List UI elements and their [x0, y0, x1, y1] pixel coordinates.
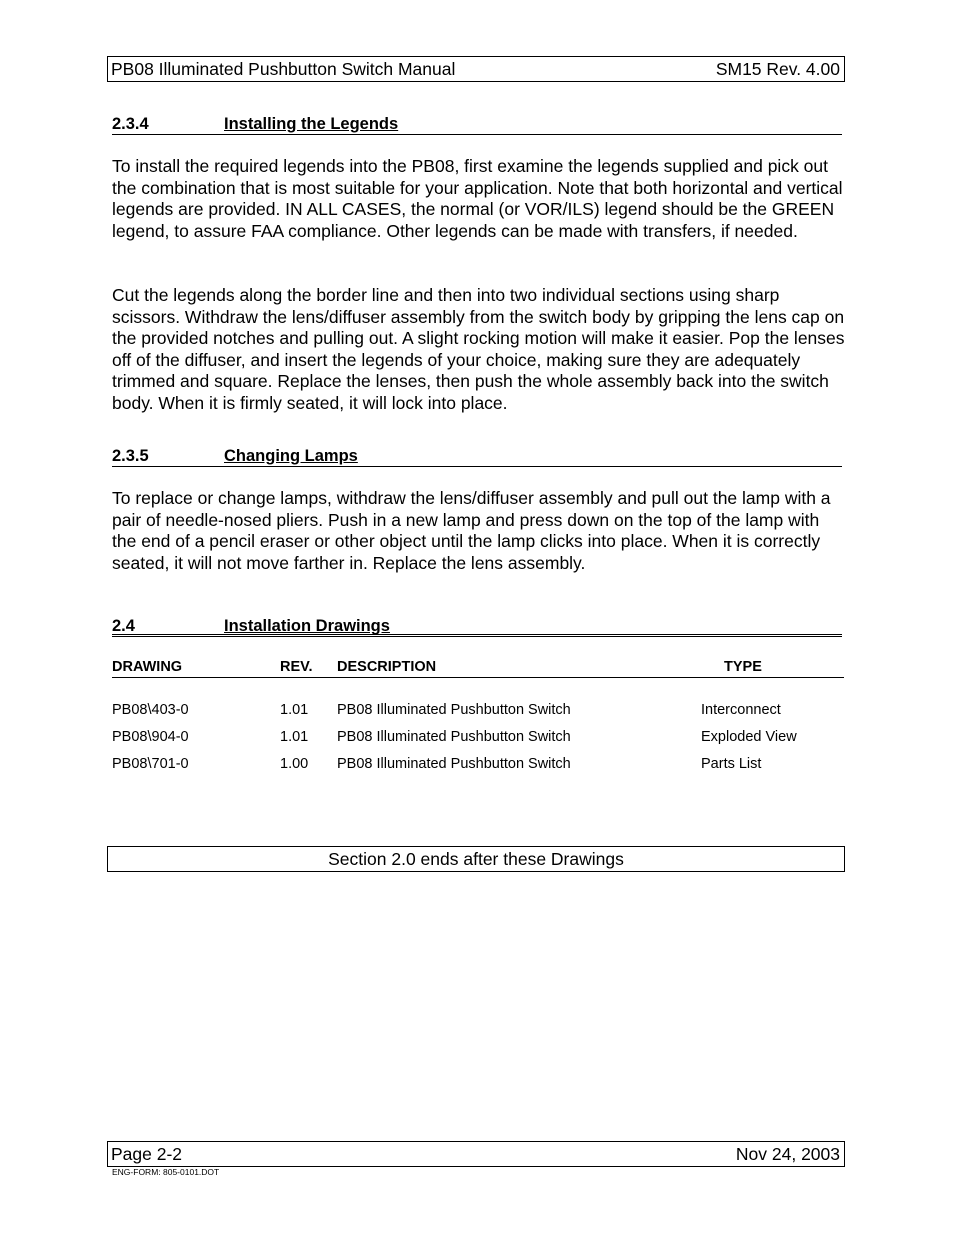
- section-heading-2-3-4: [112, 115, 842, 135]
- cell-description: PB08 Illuminated Pushbutton Switch: [337, 702, 571, 718]
- cell-drawing: PB08\403-0: [112, 702, 189, 718]
- cell-drawing: PB08\701-0: [112, 756, 189, 772]
- cell-type: Parts List: [701, 756, 762, 772]
- manual-title: PB08 Illuminated Pushbutton Switch Manual: [111, 59, 456, 79]
- document-date: Nov 24, 2003: [735, 1144, 840, 1164]
- column-header-drawing: DRAWING: [112, 659, 183, 675]
- paragraph-changing-lamps: To replace or change lamps, withdraw the lens/diffuser assembly and pull out the lamp with a pair of needle-nosed pliers. Push in a new lamp and press down on the top of the lamp with the end of a pencil eraser or other object until the lamp clicks into place. When it is correctly seated, it will not move farther in. Replace the lens assembly.: [112, 488, 831, 573]
- section-end-note: Section 2.0 ends after these Drawings: [107, 846, 845, 872]
- cell-drawing: PB08\904-0: [112, 729, 189, 745]
- column-header-type: TYPE: [724, 659, 762, 675]
- cell-rev: 1.01: [280, 702, 309, 718]
- section-number: 2.3.5: [112, 447, 149, 465]
- page-footer: [107, 1141, 845, 1167]
- cell-type: Interconnect: [701, 702, 781, 718]
- form-identifier: ENG-FORM: 805-0101.DOT: [112, 1167, 220, 1177]
- cell-rev: 1.01: [280, 729, 309, 745]
- column-header-rev: REV.: [280, 659, 313, 675]
- section-number: 2.4: [112, 617, 135, 635]
- paragraph-legends-intro: To install the required legends into the PB08, first examine the legends supplied and pick out the combination that is most suitable for your application. Note that both horizontal and vertical legends are provided. IN ALL CASES, the normal (or VOR/ILS) legend should be the GREEN legend, to assure FAA compliance. Other legends can be made with transfers, if needed.: [112, 156, 843, 241]
- table-header-rule: [112, 677, 844, 678]
- document-revision: SM15 Rev. 4.00: [715, 59, 840, 79]
- cell-description: PB08 Illuminated Pushbutton Switch: [337, 756, 571, 772]
- column-header-description: DESCRIPTION: [337, 659, 437, 675]
- page-number: Page 2-2: [111, 1144, 183, 1164]
- cell-type: Exploded View: [701, 729, 797, 745]
- cell-description: PB08 Illuminated Pushbutton Switch: [337, 729, 571, 745]
- section-number: 2.3.4: [112, 115, 149, 133]
- section-title: Changing Lamps: [224, 447, 358, 465]
- section-heading-2-4: [112, 617, 842, 637]
- section-heading-2-3-5: [112, 447, 842, 467]
- section-title: Installing the Legends: [224, 115, 399, 133]
- page-header: [107, 56, 845, 82]
- section-title: Installation Drawings: [224, 617, 390, 635]
- cell-rev: 1.00: [280, 756, 309, 772]
- paragraph-legends-procedure: Cut the legends along the border line and then into two individual sections using sharp scissors. Withdraw the lens/diffuser assembly from the switch body by gripping the lens cap on the provided notches and pulling out. A slight rocking motion will make it easier. Pop the lenses off of the diffuser, and insert the legends of your choice, making sure they are adequately trimmed and square. Replace the lenses, then push the whole assembly back into the switch body. When it is firmly seated, it will lock into place.: [112, 285, 845, 413]
